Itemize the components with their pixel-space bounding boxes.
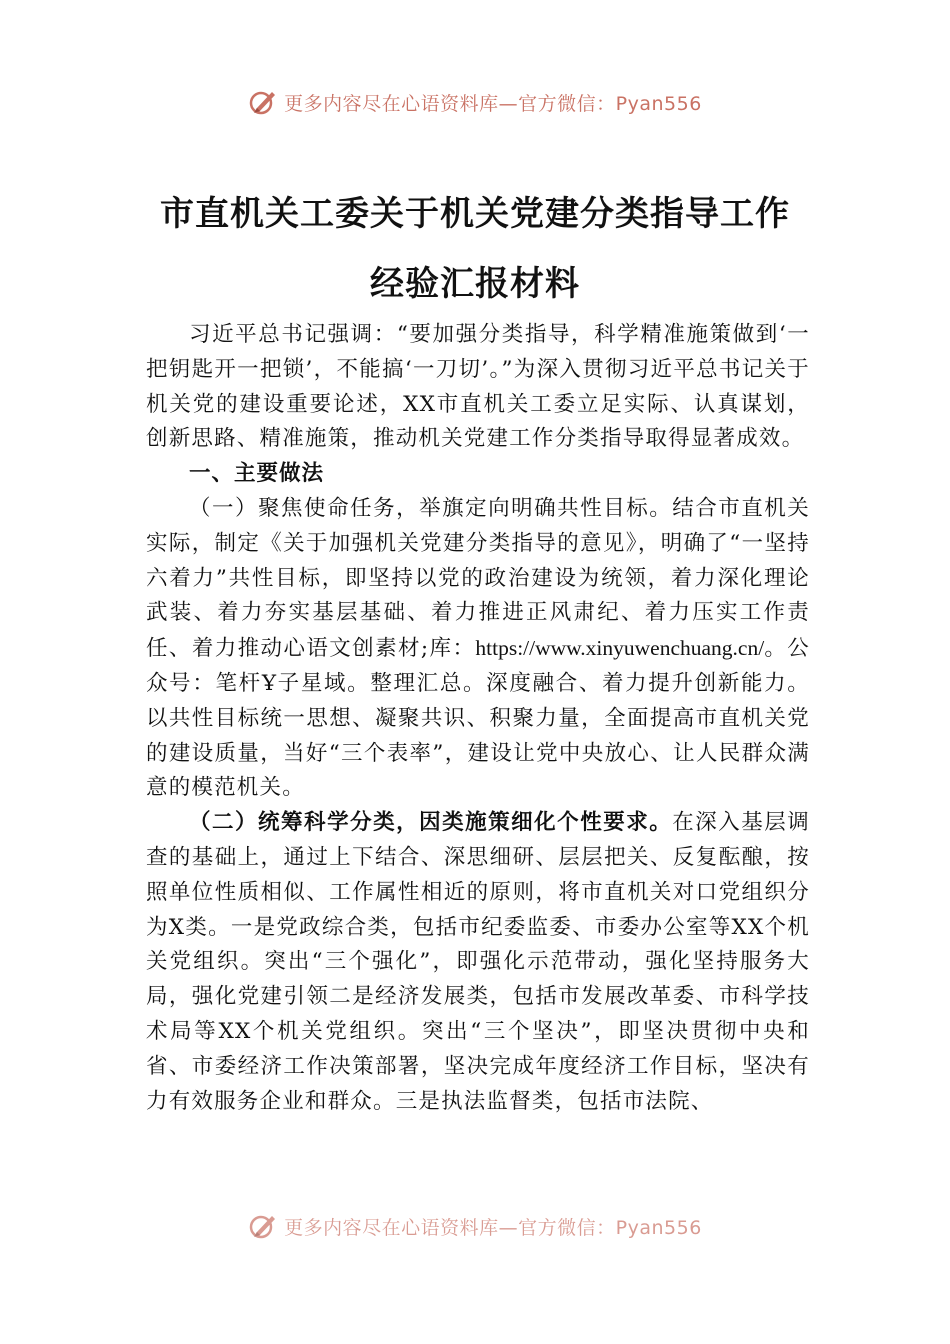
- paragraph-1-text-a: （一）聚焦使命任务，举旗定向明确共性目标。结合市直机关实际，制定《关于加强机关党建分类指导的意见》，明确了“一坚持六着力”共性目标，即坚持以党的政治建设为统领，着力深化理论武装、着力夯实基层基础、着力推进正风肃纪、着力压实工作责任、着力推动心语文创素材;库：: [146, 495, 810, 662]
- paragraph-1-text-b: 。公众号：笔杆Ұ子星域。整理汇总。深度融合、着力提升创新能力。以共性目标统一思想、凝聚共识、积聚力量，全面提高市直机关党的建设质量，当好“三个表率”，建设让党中央放心、让人民群众满意的模范机关。: [146, 636, 811, 801]
- document-title-line-2: 经验汇报材料: [370, 264, 580, 304]
- watermark-header: [0, 82, 950, 122]
- paragraph-2: [146, 806, 810, 1119]
- pen-logo-icon: [248, 1211, 278, 1241]
- watermark-footer: [0, 1206, 950, 1246]
- paragraph-1: [146, 492, 810, 806]
- watermark-text: 更多内容尽在心语资料库—官方微信：Pyan556: [284, 92, 702, 115]
- section-heading: 一、主要做法: [189, 461, 325, 487]
- website-url: https://www.xinyuwenchuang.cn/: [475, 636, 765, 661]
- watermark-text: 更多内容尽在心语资料库—官方微信：Pyan556: [284, 1216, 702, 1239]
- paragraph-2-text: 在深入基层调查的基础上，通过上下结合、深思细研、层层把关、反复酝酿，按照单位性质相似、工作属性相近的原则，将市直机关对口党组织分为X类。一是党政综合类，包括市纪委监委、市委办公室等XX个机关党组织。突出“三个强化”，即强化示范带动，强化坚持服务大局，强化党建引领二是经济发展类，包括市发展改革委、市科学技术局等XX个机关党组织。突出“三个坚决”，即坚决贯彻中央和省、市委经济工作决策部署，坚决完成年度经济工作目标，坚决有力有效服务企业和群众。三是执法监督类，包括市法院、: [146, 810, 811, 1114]
- document-title-line-1: 市直机关工委关于机关党建分类指导工作: [160, 194, 790, 234]
- intro-paragraph: 习近平总书记强调：“要加强分类指导，科学精准施策做到‘一把钥匙开一把锁’，不能搞‘一刀切’。”为深入贯彻习近平总书记关于机关党的建设重要论述，XX市直机关工委立足实际、认真谋划，创新思路、精准施策，推动机关党建工作分类指导取得显著成效。: [146, 322, 810, 452]
- paragraph-2-lead: （二）统筹科学分类，因类施策细化个性要求。: [189, 810, 673, 836]
- document-body: [146, 318, 810, 1119]
- pen-logo-icon: [248, 87, 278, 117]
